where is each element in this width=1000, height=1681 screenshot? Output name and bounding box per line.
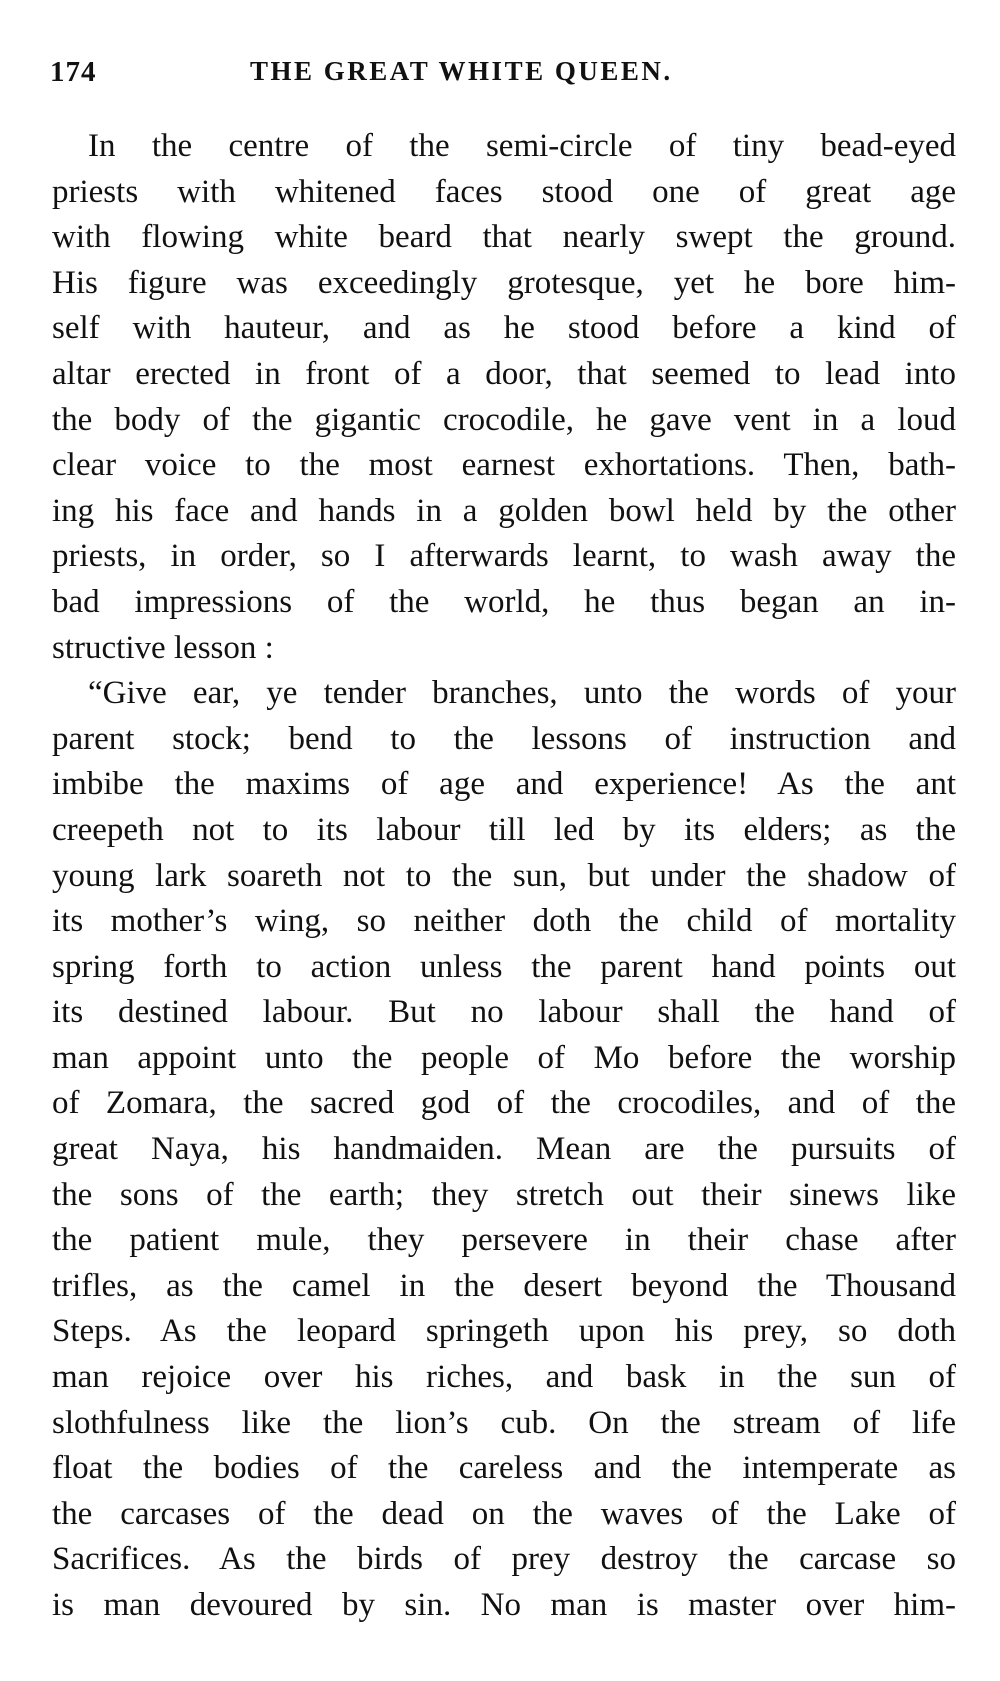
page-number: 174	[50, 56, 97, 88]
text-line: creepeth not to its labour till led by its elders; as the	[52, 811, 956, 848]
body-text	[52, 124, 956, 1629]
text-line: the sons of the earth; they stretch out their sinews like	[52, 1176, 956, 1213]
text-line: the carcases of the dead on the waves of the Lake of	[52, 1495, 956, 1532]
text-line: “Give ear, ye tender branches, unto the words of your	[88, 675, 956, 712]
running-head	[50, 56, 955, 96]
text-line: man rejoice over his riches, and bask in the sun of	[52, 1359, 956, 1396]
text-line: imbibe the maxims of age and experience! As the ant	[52, 766, 956, 803]
text-line: slothfulness like the lion’s cub. On the stream of life	[52, 1404, 956, 1441]
text-line: Sacrifices. As the birds of prey destroy the carcase so	[52, 1541, 956, 1578]
text-line: of Zomara, the sacred god of the crocodiles, and of the	[52, 1085, 956, 1122]
text-line: man appoint unto the people of Mo before the worship	[52, 1039, 956, 1076]
text-line: its destined labour. But no labour shall the hand of	[52, 994, 956, 1031]
text-line: with flowing white beard that nearly swept the ground.	[52, 219, 956, 256]
text-line: spring forth to action unless the parent hand points out	[52, 948, 956, 985]
text-line: trifles, as the camel in the desert beyond the Thousand	[52, 1267, 956, 1304]
text-line: ing his face and hands in a golden bowl held by the other	[52, 492, 956, 529]
text-line: its mother’s wing, so neither doth the child of mortality	[52, 903, 956, 940]
text-line: young lark soareth not to the sun, but under the shadow of	[52, 857, 956, 894]
text-line: In the centre of the semi-circle of tiny bead-eyed	[88, 128, 956, 164]
running-title: THE GREAT WHITE QUEEN.	[250, 56, 673, 86]
text-line: structive lesson :	[52, 629, 274, 666]
text-line: altar erected in front of a door, that seemed to lead into	[52, 355, 956, 392]
text-line: His figure was exceedingly grotesque, yet he bore him-	[52, 264, 956, 301]
text-line: clear voice to the most earnest exhortations. Then, bath-	[52, 447, 956, 484]
text-line: float the bodies of the careless and the intemperate as	[52, 1450, 956, 1487]
text-line: Steps. As the leopard springeth upon his prey, so doth	[52, 1313, 956, 1350]
text-line: parent stock; bend to the lessons of instruction and	[52, 720, 956, 757]
text-line: the patient mule, they persevere in their chase after	[52, 1222, 956, 1259]
text-line: self with hauteur, and as he stood before a kind of	[52, 310, 956, 347]
text-line: the body of the gigantic crocodile, he gave vent in a loud	[52, 401, 956, 438]
text-line: priests with whitened faces stood one of great age	[52, 173, 956, 210]
text-line: is man devoured by sin. No man is master over him-	[52, 1587, 956, 1623]
text-line: great Naya, his handmaiden. Mean are the pursuits of	[52, 1131, 956, 1168]
text-line: bad impressions of the world, he thus began an in-	[52, 583, 956, 620]
text-line: priests, in order, so I afterwards learnt, to wash away the	[52, 538, 956, 575]
